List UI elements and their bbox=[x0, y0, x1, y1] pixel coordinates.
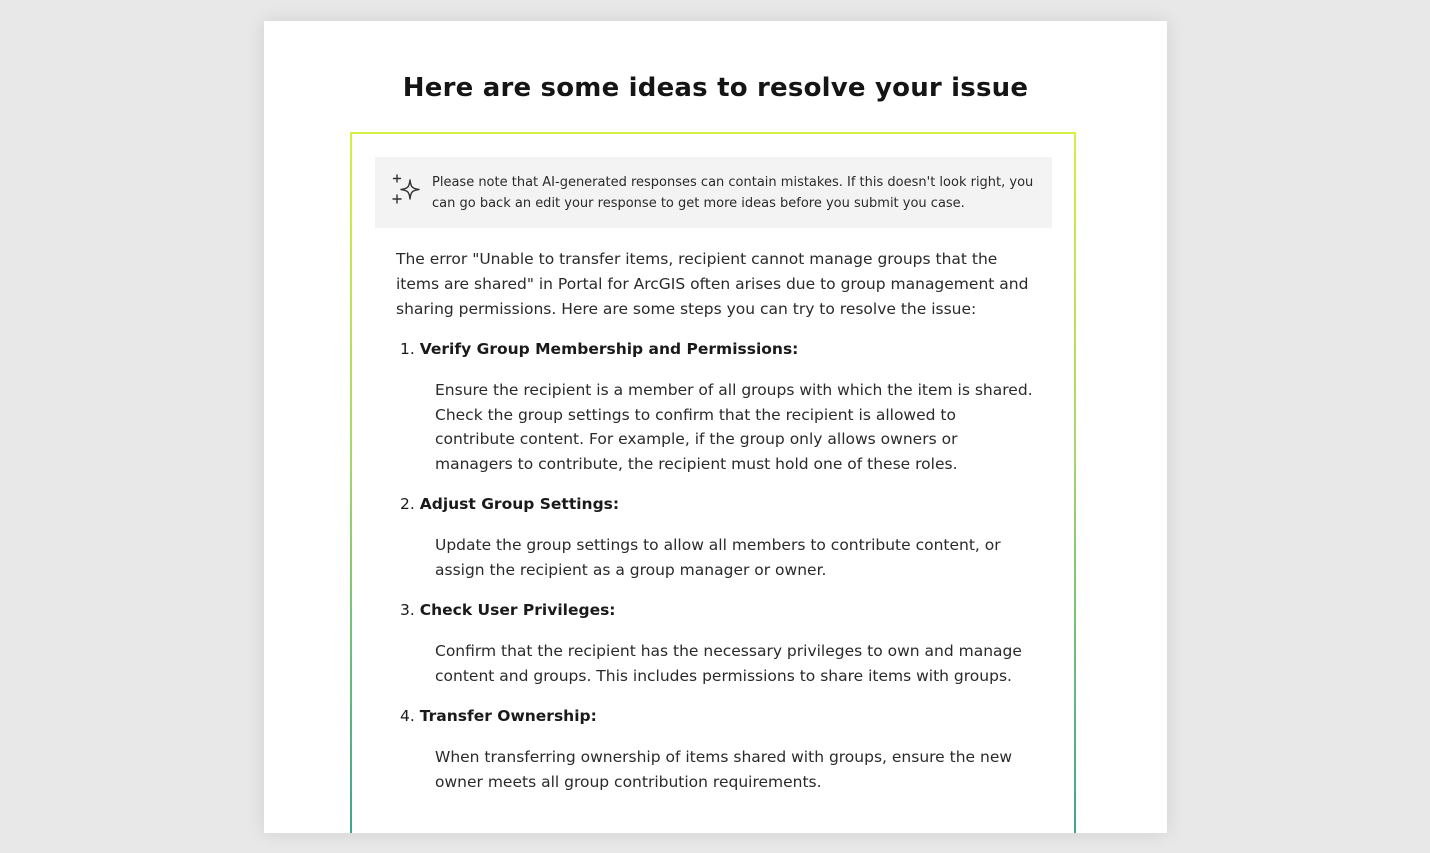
ai-answer-card bbox=[350, 132, 1076, 833]
step-name: Transfer Ownership: bbox=[419, 707, 597, 725]
step-item bbox=[396, 492, 1036, 582]
answer-intro: The error "Unable to transfer items, recipient cannot manage groups that the items are shared" in Portal for ArcGIS often arises due to group management and sharing permissions. Here are some steps you can try to resolve the issue: bbox=[396, 250, 1029, 318]
ideas-panel bbox=[264, 21, 1167, 833]
step-name: Check User Privileges: bbox=[419, 601, 616, 619]
step-title bbox=[400, 492, 1036, 517]
step-body: When transferring ownership of items shared with groups, ensure the new owner meets all group contribution requirements. bbox=[435, 748, 1013, 791]
page-title: Here are some ideas to resolve your issue bbox=[402, 73, 1029, 103]
step-body: Update the group settings to allow all members to contribute content, or assign the recipient as a group manager or owner. bbox=[435, 536, 1001, 579]
step-name: Verify Group Membership and Permissions: bbox=[419, 340, 799, 358]
sparkle-icon bbox=[389, 173, 425, 209]
step-title bbox=[400, 704, 1036, 729]
step-body: Ensure the recipient is a member of all groups with which the item is shared. Check the group settings to confirm that the recipient is allowed to contribute content. For example, if the group only allows owners or managers to contribute, the recipient must hold one of these roles. bbox=[435, 381, 1033, 473]
disclaimer-text: Please note that AI-generated responses can contain mistakes. If this doesn't look right, you can go back an edit your response to get more ideas before you submit you case. bbox=[432, 175, 1034, 211]
step-title bbox=[400, 337, 1036, 362]
step-item bbox=[396, 598, 1036, 688]
step-body: Confirm that the recipient has the necessary privileges to own and manage content and groups. This includes permissions to share items with groups. bbox=[435, 642, 1022, 685]
step-number: 3. bbox=[400, 601, 415, 619]
step-number: 1. bbox=[400, 340, 415, 358]
answer-content bbox=[396, 247, 1036, 810]
step-title bbox=[400, 598, 1036, 623]
step-name: Adjust Group Settings: bbox=[419, 495, 620, 513]
step-item bbox=[396, 704, 1036, 794]
resolution-steps bbox=[396, 337, 1036, 794]
step-item bbox=[396, 337, 1036, 476]
step-number: 4. bbox=[400, 707, 415, 725]
step-number: 2. bbox=[400, 495, 415, 513]
ai-disclaimer-banner bbox=[375, 157, 1052, 228]
